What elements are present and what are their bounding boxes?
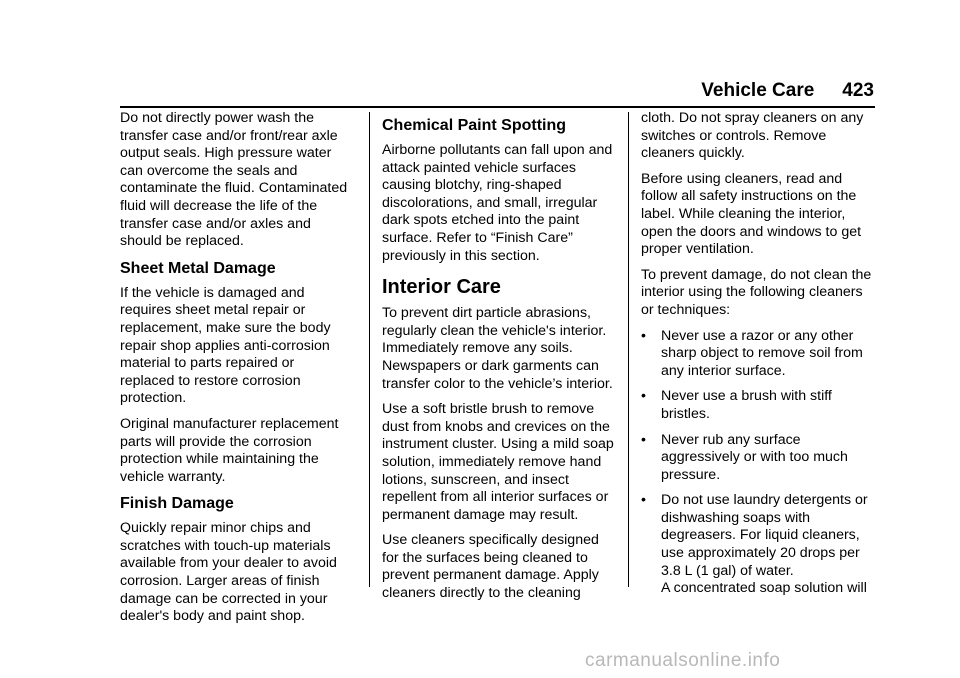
column-1 <box>120 110 352 634</box>
paragraph-safety: Before using cleaners, read and follow all safety instructions on the label. While cleaning the interior, open the doors and windows to get proper ventilation. <box>641 170 862 258</box>
page-header <box>701 80 874 102</box>
paragraph-finish-damage: Quickly repair minor chips and scratches with touch-up materials available from your dealer to avoid corrosion. Larger areas of finish damage can be corrected in your dealer's body and paint shop. <box>120 520 337 625</box>
watermark: carmanualsonline.info <box>585 650 781 671</box>
paragraph-cleaners: Use cleaners specifically designed for the surfaces being cleaned to prevent permanent damage. Apply cleaners directly to the cleaning <box>382 532 599 602</box>
column-3 <box>641 110 873 606</box>
bullet-icon: • <box>641 431 646 448</box>
paragraph-prevent-damage: To prevent damage, do not clean the interior using the following cleaners or techniques: <box>641 266 872 318</box>
paragraph-chemical-paint: Airborne pollutants can fall upon and attack painted vehicle surfaces causing blotchy, ring-shaped discolorations, and small, irregular dark spots etched into the paint surface. Refer to “Finish Care” previously in this section. <box>382 142 613 264</box>
paragraph-sheet-metal: If the vehicle is damaged and requires sheet metal repair or replacement, make sure the body repair shop applies anti-corrosion material to parts repaired or replaced to restore corrosion protection. <box>120 284 331 407</box>
list-item: • Never rub any surface aggressively or with too much pressure. <box>641 431 848 483</box>
section-title: Vehicle Care <box>701 80 815 101</box>
paragraph-soft-brush: Use a soft bristle brush to remove dust from knobs and crevices on the instrument cluster. Using a mild soap solution, immediately remove hand lotions, sunscreen, and insect repellent from all interior surfaces or permanent damage may result. <box>382 401 614 523</box>
list-item: • Do not use laundry detergents or dishwashing soaps with degreasers. For liquid cleaners, use approximately 20 drops per 3.8 L (1 gal) of water. A concentrated soap solution will <box>641 492 868 597</box>
bullet-icon: • <box>641 492 646 509</box>
paragraph-power-wash: Do not directly power wash the transfer case and/or front/rear axle output seals. High pressure water can overcome the seals and contaminate the fluid. Contaminated fluid will decrease the life of the transfer case and/or axles and should be replaced. <box>120 110 348 250</box>
paragraph-replacement-parts: Original manufacturer replacement parts will provide the corrosion protection while maintaining the vehicle warranty. <box>120 415 339 485</box>
header-rule <box>120 106 875 108</box>
heading-sheet-metal-damage: Sheet Metal Damage <box>120 259 276 277</box>
bullet-icon: • <box>641 327 646 344</box>
page-number: 423 <box>842 80 874 101</box>
heading-finish-damage: Finish Damage <box>120 495 234 513</box>
heading-chemical-paint-spotting: Chemical Paint Spotting <box>382 117 567 134</box>
paragraph-cloth: cloth. Do not spray cleaners on any switches or controls. Remove cleaners quickly. <box>641 110 864 162</box>
column-divider-2 <box>628 112 629 587</box>
paragraph-interior-care: To prevent dirt particle abrasions, regularly clean the vehicle's interior. Immediately remove any soils. Newspapers or dark garments can transfer color to the vehicle’s interior. <box>382 305 613 392</box>
column-2 <box>382 110 614 611</box>
heading-interior-care: Interior Care <box>382 276 501 299</box>
column-divider-1 <box>369 112 370 587</box>
list-item: • Never use a brush with stiff bristles. <box>641 388 832 422</box>
list-item: • Never use a razor or any other sharp object to remove soil from any interior surface. <box>641 327 863 379</box>
bullet-icon: • <box>641 388 646 405</box>
